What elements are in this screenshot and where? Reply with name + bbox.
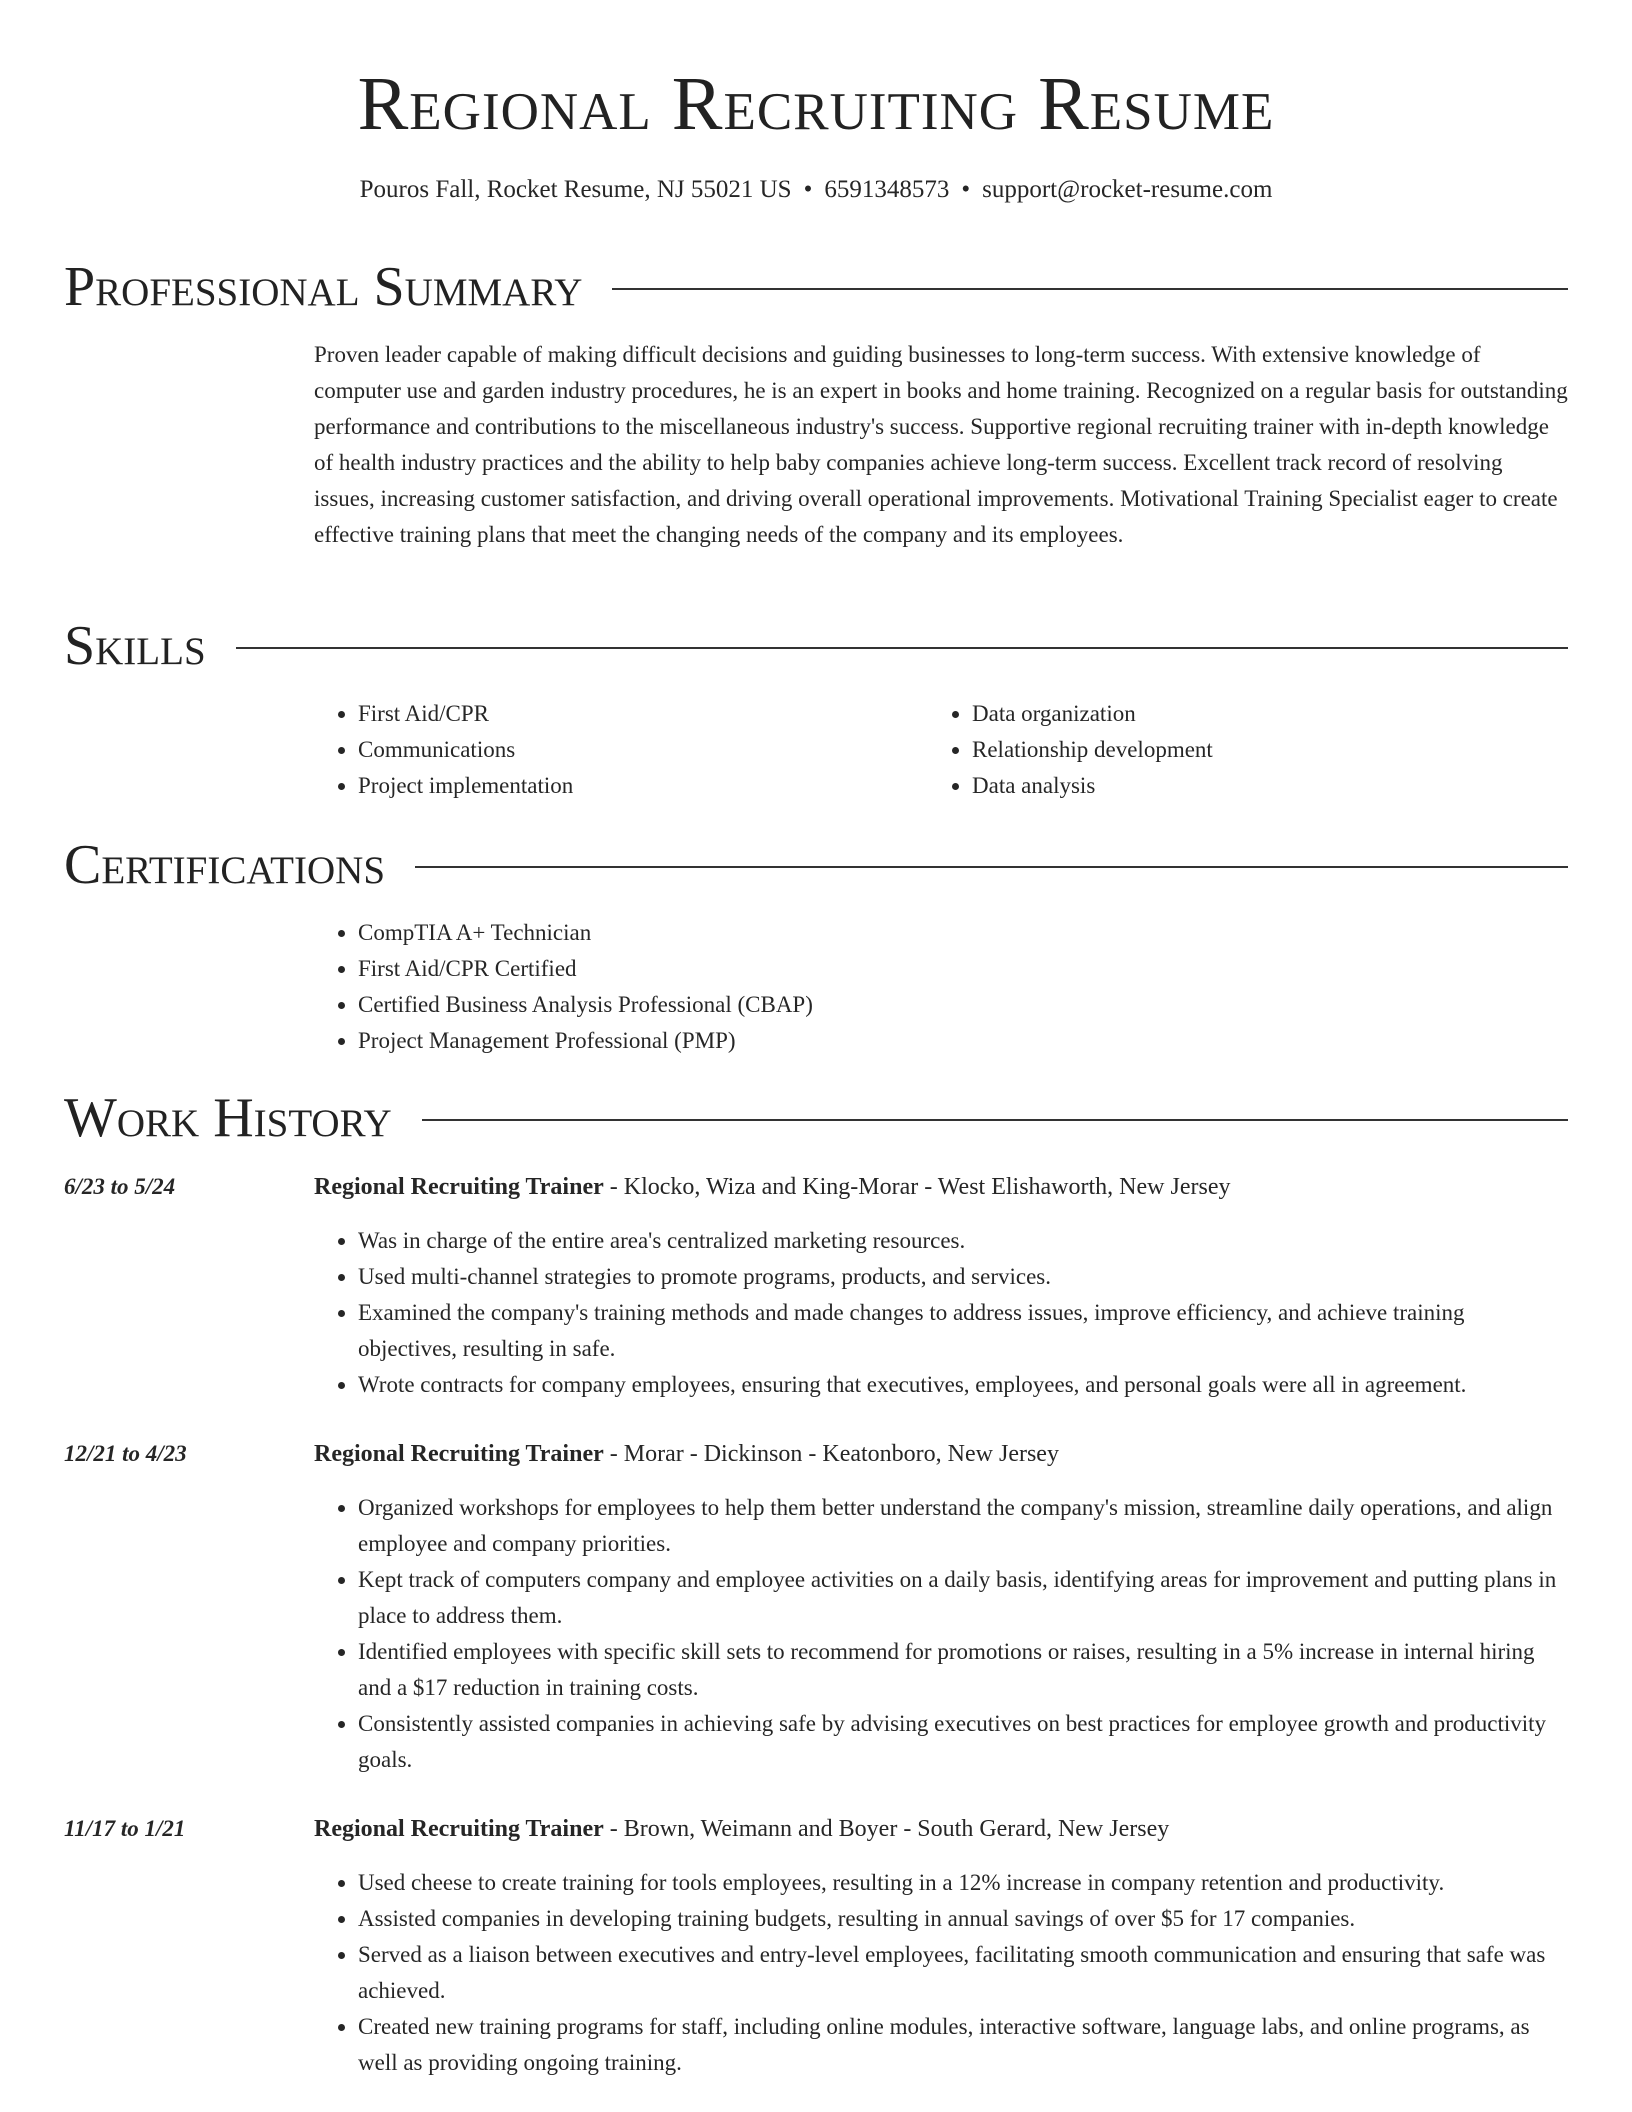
- job-bullet: • Assisted companies in developing training budgets, resulting in annual savings of over $5 for 17 companies.: [358, 1901, 1568, 1937]
- job-bullets: [314, 1865, 1568, 2081]
- section-divider: [236, 647, 1568, 649]
- certification-item: • Project Management Professional (PMP): [358, 1023, 1568, 1059]
- skills-column-left: [314, 696, 914, 804]
- job-dates: 11/17 to 1/21: [64, 1816, 186, 1841]
- job-bullet: • Was in charge of the entire area's centralized marketing resources.: [358, 1223, 1568, 1259]
- section-divider: [415, 866, 1568, 868]
- job-role: Regional Recruiting Trainer: [314, 1441, 604, 1467]
- contact-separator: •: [803, 176, 813, 203]
- skill-item: • First Aid/CPR: [358, 696, 914, 732]
- contact-email: support@rocket-resume.com: [982, 176, 1273, 203]
- job-details: - Klocko, Wiza and King-Morar - West Elishaworth, New Jersey: [603, 1174, 1231, 1200]
- skill-item: • Data analysis: [972, 768, 1528, 804]
- skill-item: • Project implementation: [358, 768, 914, 804]
- certification-item: • CompTIA A+ Technician: [358, 915, 1568, 951]
- job-heading: [314, 1169, 1568, 1205]
- section-skills-header: [64, 611, 1568, 681]
- job-details: - Morar - Dickinson - Keatonboro, New Jersey: [603, 1441, 1059, 1467]
- certification-item: • Certified Business Analysis Professional (CBAP): [358, 987, 1568, 1023]
- job-role: Regional Recruiting Trainer: [314, 1174, 604, 1200]
- certifications-list: [314, 915, 1568, 1059]
- job-bullet: • Identified employees with specific skill sets to recommend for promotions or raises, resulting in a 5% increase in internal hiring and a $17 reduction in training costs.: [358, 1634, 1568, 1706]
- section-work-heading: Work History: [64, 1087, 392, 1149]
- contact-line: [0, 173, 1632, 207]
- job-bullet: • Wrote contracts for company employees, ensuring that executives, employees, and personal goals were all in agreement.: [358, 1367, 1568, 1403]
- section-summary-header: [64, 252, 1568, 322]
- job-bullet: • Organized workshops for employees to help them better understand the company's mission, streamline daily operations, and align employee and company priorities.: [358, 1490, 1568, 1562]
- resume-title: Regional Recruiting Resume: [357, 62, 1275, 146]
- job-bullet: • Served as a liaison between executives and entry-level employees, facilitating smooth communication and ensuring that safe was achieved.: [358, 1937, 1568, 2009]
- skill-item: • Relationship development: [972, 732, 1528, 768]
- summary-text: Proven leader capable of making difficult decisions and guiding businesses to long-term success. With extensive knowledge of computer use and garden industry procedures, he is an expert in books and home training. Recognized on a regular basis for outstanding performance and contributions to the miscellaneous industry's success. Supportive regional recruiting trainer with in-depth knowledge of health industry practices and the ability to help baby companies achieve long-term success. Excellent track record of resolving issues, increasing customer satisfaction, and driving overall operational improvements. Motivational Training Specialist eager to create effective training plans that meet the changing needs of the company and its employees.: [314, 342, 1568, 547]
- job-details: - Brown, Weimann and Boyer - South Gerard, New Jersey: [603, 1816, 1170, 1842]
- job-bullet: • Created new training programs for staff, including online modules, interactive software, language labs, and online programs, as well as providing ongoing training.: [358, 2009, 1568, 2081]
- job-role: Regional Recruiting Trainer: [314, 1816, 604, 1842]
- job-bullets: [314, 1223, 1568, 1403]
- contact-phone: 6591348573: [824, 176, 950, 203]
- section-divider: [422, 1119, 1568, 1121]
- skills-column-right: [928, 696, 1528, 804]
- skill-item: • Data organization: [972, 696, 1528, 732]
- section-certifications-header: [64, 830, 1568, 900]
- section-summary-heading: Professional Summary: [64, 256, 583, 318]
- contact-address: Pouros Fall, Rocket Resume, NJ 55021 US: [359, 176, 792, 203]
- job-bullet: • Used multi-channel strategies to promote programs, products, and services.: [358, 1259, 1568, 1295]
- section-certifications-heading: Certifications: [64, 834, 386, 896]
- job-bullet: • Examined the company's training methods and made changes to address issues, improve efficiency, and achieve training objectives, resulting in safe.: [358, 1295, 1568, 1367]
- job-dates: 6/23 to 5/24: [64, 1174, 176, 1199]
- job-heading: [314, 1811, 1568, 1847]
- job-bullet: • Consistently assisted companies in achieving safe by advising executives on best practices for employee growth and productivity goals.: [358, 1706, 1568, 1778]
- job-dates: 12/21 to 4/23: [64, 1441, 187, 1466]
- section-divider: [612, 288, 1568, 290]
- section-skills-heading: Skills: [64, 615, 206, 677]
- job-bullet: • Used cheese to create training for tools employees, resulting in a 12% increase in company retention and productivity.: [358, 1865, 1568, 1901]
- job-bullet: • Kept track of computers company and employee activities on a daily basis, identifying areas for improvement and putting plans in place to address them.: [358, 1562, 1568, 1634]
- contact-separator: •: [961, 176, 971, 203]
- skill-item: • Communications: [358, 732, 914, 768]
- job-heading: [314, 1436, 1568, 1472]
- certification-item: • First Aid/CPR Certified: [358, 951, 1568, 987]
- job-bullets: [314, 1490, 1568, 1778]
- section-work-header: [64, 1083, 1568, 1153]
